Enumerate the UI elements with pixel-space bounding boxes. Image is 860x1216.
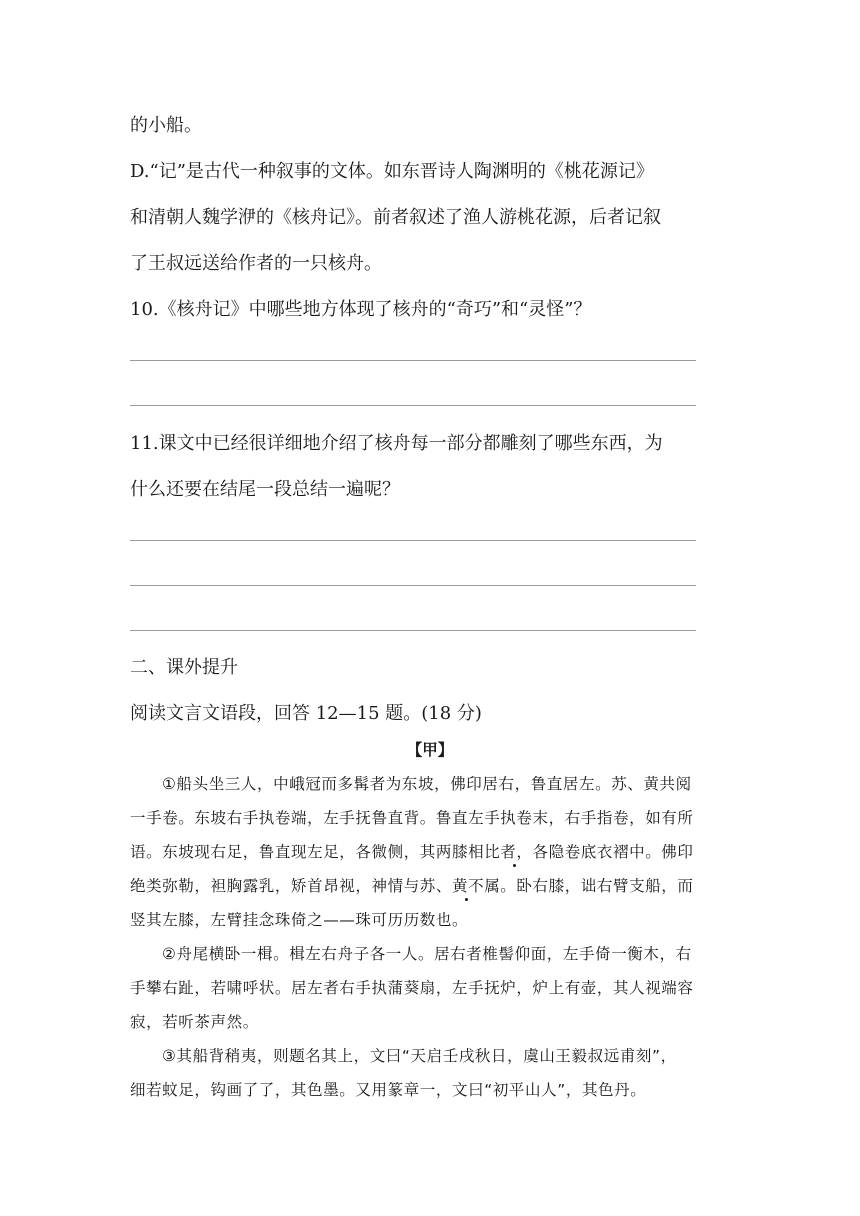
reading-instruction: 阅读文言文语段，回答 12—15 题。(18 分) bbox=[130, 703, 482, 724]
answer-line[interactable] bbox=[130, 360, 696, 361]
question-11-line-2: 什么还要在结尾一段总结一遍呢？ bbox=[130, 479, 400, 500]
passage-line: ③其船背稍夷，则题名其上，文曰“天启壬戌秋日，虞山王毅叔远甫刻”， bbox=[162, 1047, 677, 1065]
intro-line-4: 了王叔远送给作者的一只核舟。 bbox=[130, 253, 382, 274]
passage-line: ①船头坐三人，中峨冠而多髯者为东坡，佛印居右，鲁直居左。苏、黄共阅 bbox=[162, 775, 692, 793]
answer-line[interactable] bbox=[130, 540, 696, 541]
question-11-line-1: 11.课文中已经很详细地介绍了核舟每一部分都雕刻了哪些东西，为 bbox=[130, 433, 663, 454]
passage-line: 竖其左膝，左臂挂念珠倚之——珠可历历数也。 bbox=[130, 911, 469, 929]
passage-line: 一手卷。东坡右手执卷端，左手抚鲁直背。鲁直左手执卷末，右手指卷，如有所 bbox=[130, 809, 694, 827]
passage-line: 绝类弥勒，袒胸露乳，矫首昂视，神情与苏、黄不属。卧右膝，诎右臂支船，而 bbox=[130, 877, 694, 895]
passage-line: 语。东坡现右足，鲁直现左足，各微侧，其两膝相比者，各隐卷底衣褶中。佛印 bbox=[130, 843, 694, 861]
passage-line: ②舟尾横卧一楫。楫左右舟子各一人。居右者椎髻仰面，左手倚一衡木，右 bbox=[162, 945, 692, 963]
answer-line[interactable] bbox=[130, 405, 696, 406]
intro-line-3: 和清朝人魏学洢的《核舟记》。前者叙述了渔人游桃花源，后者记叙 bbox=[130, 207, 661, 228]
passage-line: 手攀右趾，若啸呼状。居左者右手执蒲葵扇，左手抚炉，炉上有壶，其人视端容 bbox=[130, 979, 694, 997]
emphasis-dot bbox=[513, 864, 516, 867]
section-heading: 二、课外提升 bbox=[130, 657, 238, 678]
intro-line-1: 的小船。 bbox=[130, 115, 202, 136]
answer-line[interactable] bbox=[130, 585, 696, 586]
emphasis-dot bbox=[465, 898, 468, 901]
answer-line[interactable] bbox=[130, 630, 696, 631]
passage-line: 细若蚊足，钩画了了，其色墨。又用篆章一，文曰“初平山人”，其色丹。 bbox=[130, 1081, 647, 1099]
passage-title: 【甲】 bbox=[406, 741, 454, 759]
passage-line: 寂，若听茶声然。 bbox=[130, 1013, 259, 1031]
question-10: 10.《核舟记》中哪些地方体现了核舟的“奇巧”和“灵怪”？ bbox=[130, 299, 592, 320]
intro-line-2: D.“记”是古代一种叙事的文体。如东晋诗人陶渊明的《桃花源记》 bbox=[130, 161, 654, 182]
